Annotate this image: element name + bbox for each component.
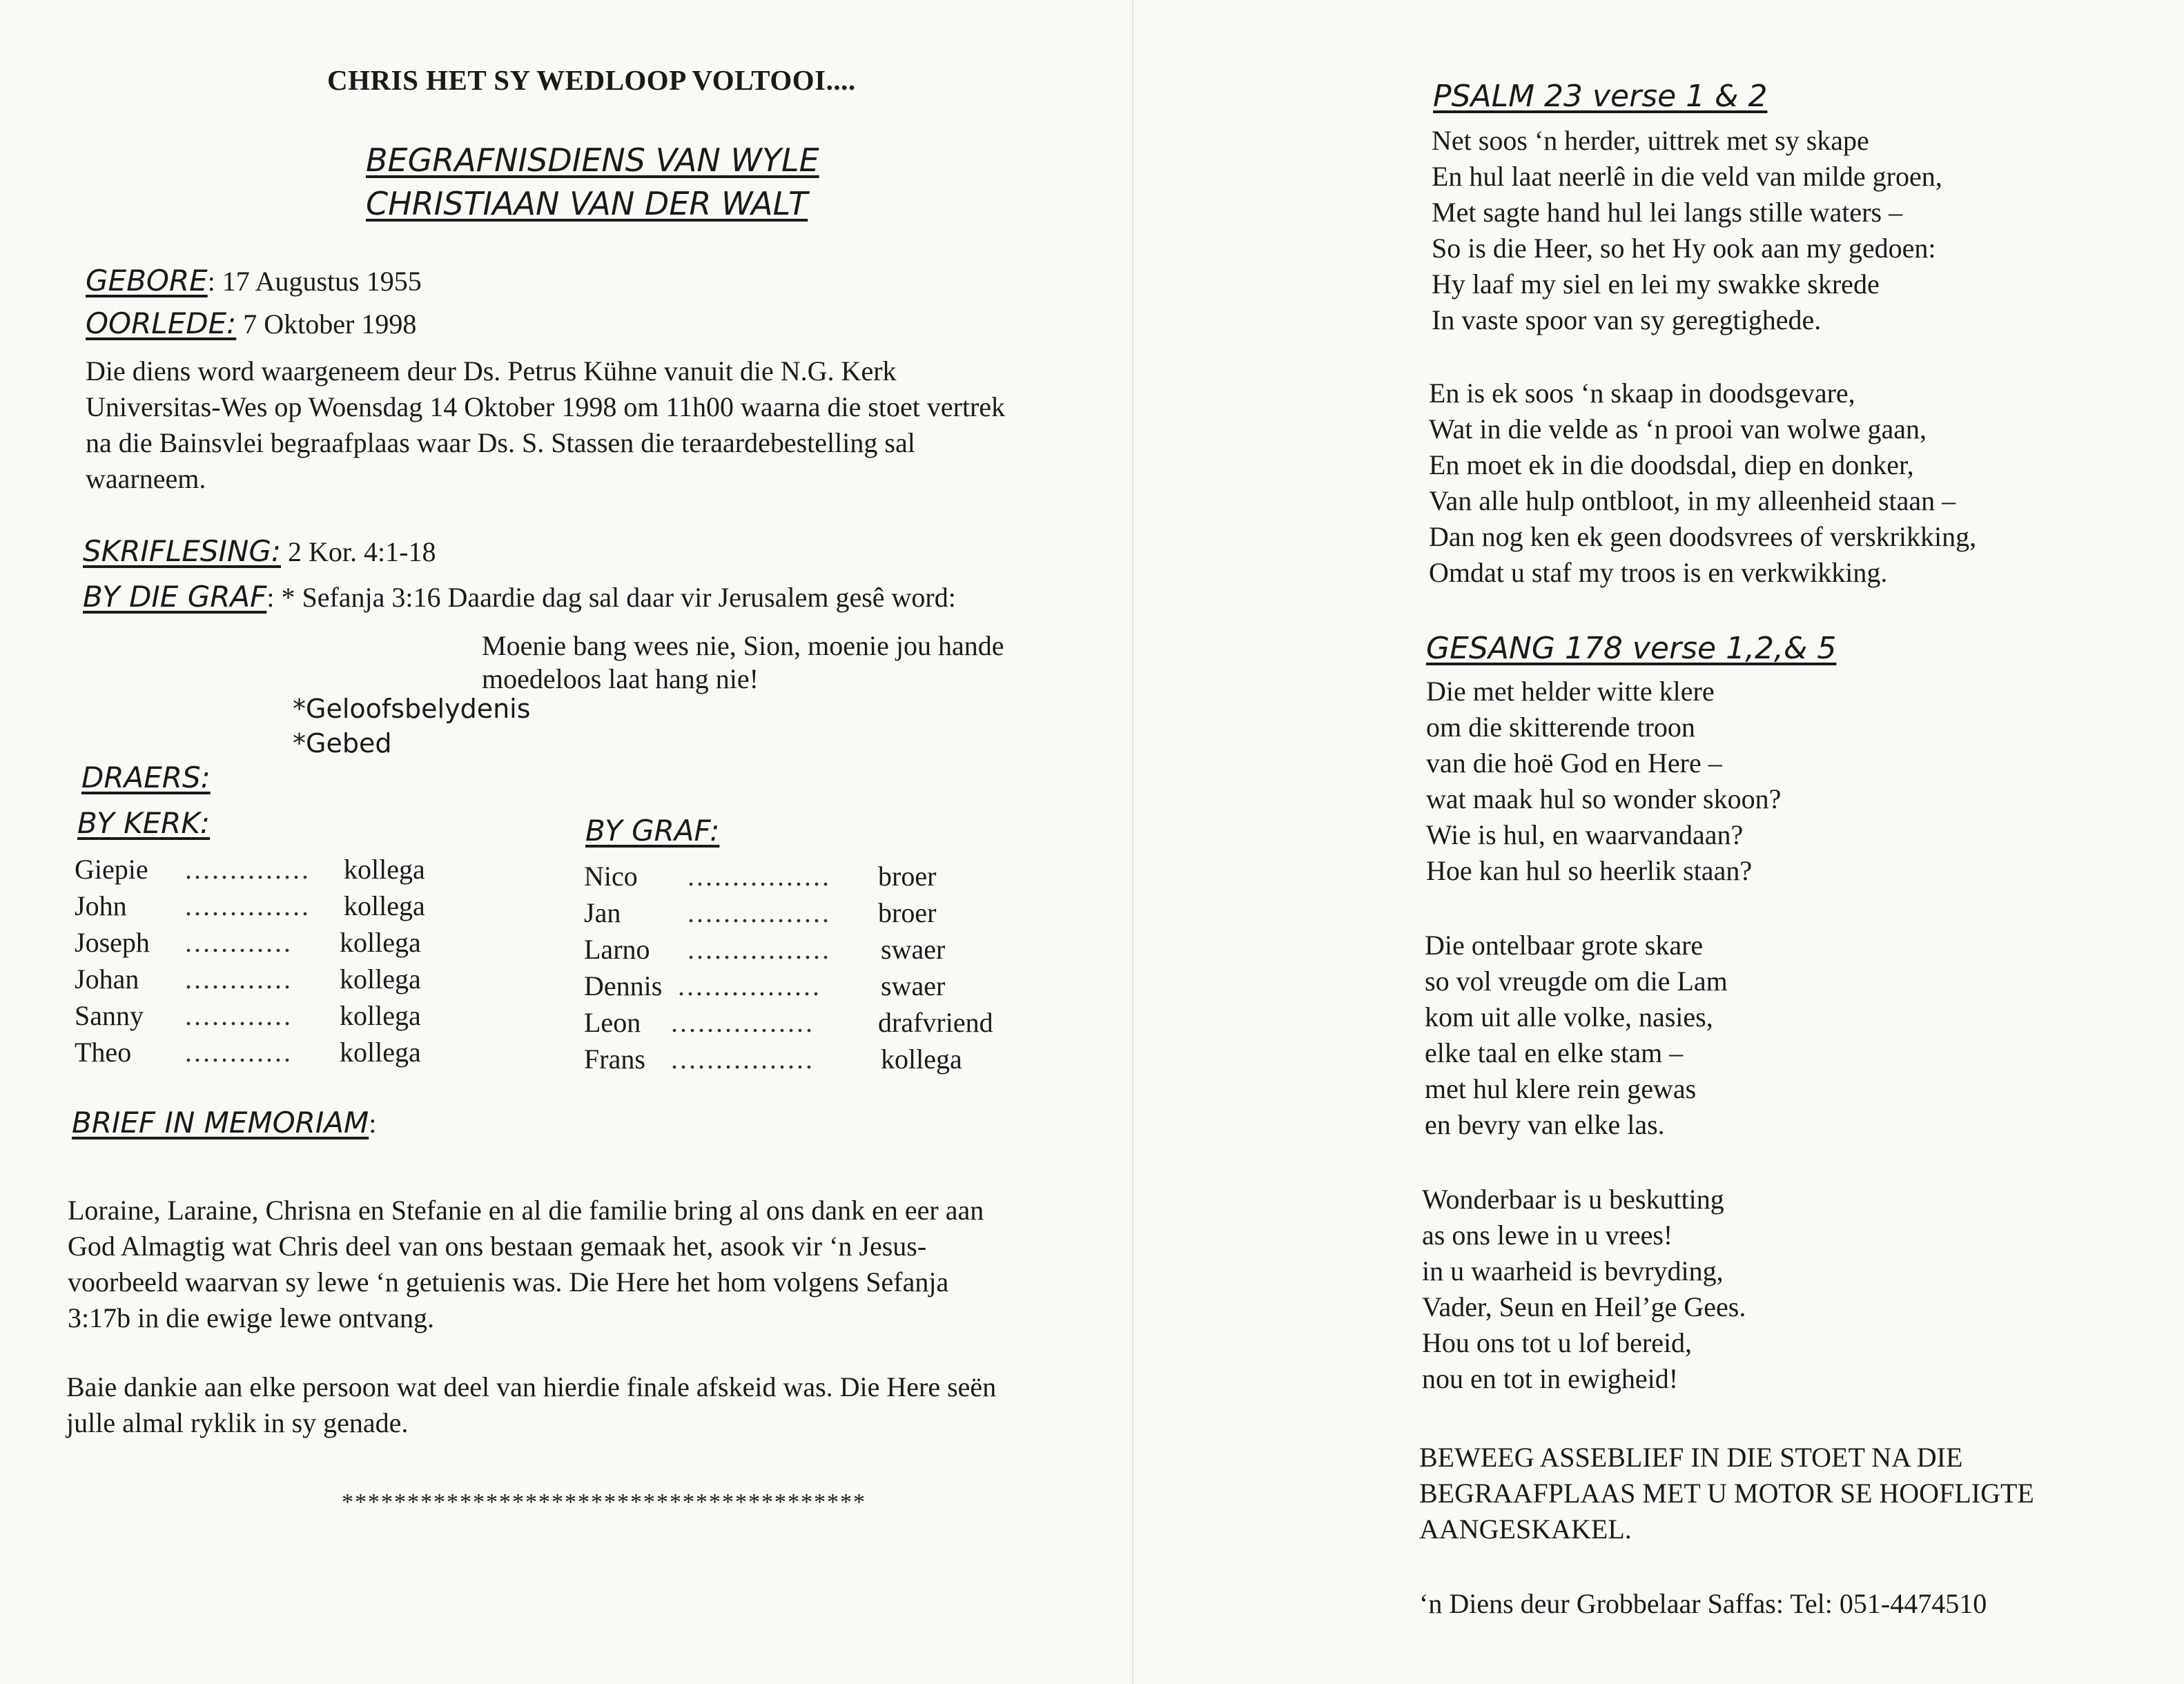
- verse-line: elke taal en elke stam –: [1425, 1037, 1684, 1068]
- service-subtitle-2: CHRISTIAAN VAN DER WALT: [366, 185, 808, 222]
- notice-line: AANGESKAKEL.: [1419, 1514, 1632, 1545]
- notice-line: BEGRAAFPLAAS MET U MOTOR SE HOOFLIGTE: [1419, 1478, 2034, 1509]
- memoriam-line: God Almagtig wat Chris deel van ons bestaan gemaak het, asook vir ‘n Jesus-: [68, 1231, 927, 1262]
- gesang-stanza-2: [1425, 928, 1728, 1143]
- bearer-name: Frans: [584, 1044, 645, 1075]
- leader-dots: ............: [185, 927, 293, 958]
- memoriam-line: julle almal ryklik in sy genade.: [66, 1407, 409, 1438]
- verse-line: Hy laaf my siel en lei my swakke skrede: [1432, 268, 1880, 300]
- bearer-role: kollega: [340, 1037, 421, 1068]
- verse-line: Wie is hul, en waarvandaan?: [1426, 819, 1744, 850]
- bearer-role: kollega: [340, 927, 421, 958]
- psalm-title: PSALM 23 verse 1 & 2: [1433, 79, 1768, 114]
- grave-line: [83, 580, 956, 614]
- verse-line: Vader, Seun en Heil’ge Gees.: [1422, 1291, 1746, 1322]
- born-value: : 17 Augustus 1955: [207, 266, 422, 297]
- verse-line: Omdat u staf my troos is en verkwikking.: [1429, 557, 1888, 588]
- verse-line: En hul laat neerlê in die veld van milde groen,: [1432, 161, 1942, 192]
- bearer-role: kollega: [344, 890, 425, 921]
- memoriam-line: Loraine, Laraine, Chrisna en Stefanie en al die familie bring al ons dank en eer aan: [68, 1195, 984, 1226]
- bearer-role: drafvriend: [878, 1007, 993, 1038]
- died-line: [86, 306, 417, 340]
- grave-item-creed: *Geloofsbelydenis: [293, 694, 531, 724]
- memoriam-line: voorbeeld waarvan sy lewe ‘n getuienis was. Die Here het hom volgens Sefanja: [68, 1266, 949, 1298]
- memoriam-heading: [72, 1108, 376, 1137]
- memoriam-paragraph-1: [68, 1193, 984, 1336]
- bearer-name: Dennis: [584, 970, 663, 1001]
- verse-line: Net soos ‘n herder, uittrek met sy skape: [1432, 125, 1869, 156]
- notice-line: BEWEEG ASSEBLIEF IN DIE STOET NA DIE: [1419, 1442, 1963, 1473]
- church-bearers-heading: BY KERK:: [77, 806, 211, 840]
- list-item: [75, 853, 489, 890]
- procession-notice: [1419, 1440, 2034, 1547]
- verse-line: So is die Heer, so het Hy ook aan my gedoen:: [1432, 233, 1936, 264]
- church-bearers-list: [75, 853, 489, 1073]
- bearer-name: Theo: [75, 1037, 132, 1068]
- leader-dots: ................: [678, 970, 821, 1001]
- bearer-role: swaer: [881, 970, 946, 1001]
- verse-line: Hoe kan hul so heerlik staan?: [1426, 855, 1753, 886]
- bearer-role: kollega: [340, 1000, 421, 1031]
- bearer-name: John: [75, 890, 127, 921]
- list-item: [584, 1006, 1067, 1043]
- verse-line: so vol vreugde om die Lam: [1425, 966, 1728, 997]
- service-line: na die Bainsvlei begraafplaas waar Ds. S. Stassen die teraardebestelling sal: [86, 427, 915, 458]
- memoriam-label: BRIEF IN MEMORIAM: [72, 1106, 369, 1139]
- verse-line: met hul klere rein gewas: [1425, 1073, 1697, 1104]
- bearer-name: Larno: [584, 934, 650, 965]
- verse-line: kom uit alle volke, nasies,: [1425, 1001, 1713, 1032]
- list-item: [584, 933, 1067, 970]
- grave-value: : * Sefanja 3:16 Daardie dag sal daar vir Jerusalem gesê word:: [266, 582, 956, 613]
- grave-bearers-heading: BY GRAF:: [585, 814, 720, 848]
- list-item: [584, 897, 1067, 933]
- bearer-name: Leon: [584, 1007, 641, 1038]
- service-details: [86, 353, 1005, 497]
- divider-stars: ****************************************: [342, 1489, 866, 1515]
- leader-dots: ..............: [185, 854, 311, 885]
- grave-quote-1: Moenie bang wees nie, Sion, moenie jou hande: [482, 630, 1004, 661]
- bearer-role: swaer: [881, 934, 946, 965]
- bearer-role: kollega: [344, 854, 425, 885]
- leader-dots: ............: [185, 963, 293, 995]
- list-item: [75, 963, 489, 999]
- memoriam-colon: :: [369, 1108, 377, 1139]
- list-item: [75, 999, 489, 1036]
- psalm-stanza-1: [1432, 123, 1942, 338]
- grave-item-prayer: *Gebed: [293, 728, 392, 758]
- verse-line: as ons lewe in u vrees!: [1422, 1220, 1673, 1251]
- verse-line: Wonderbaar is u beskutting: [1422, 1184, 1724, 1215]
- born-line: [86, 266, 422, 295]
- verse-line: Dan nog ken ek geen doodsvrees of verskrikking,: [1429, 521, 1977, 552]
- bearer-role: broer: [878, 897, 937, 928]
- leader-dots: ............: [185, 1000, 293, 1031]
- page-title: CHRIS HET SY WEDLOOP VOLTOOI....: [327, 64, 856, 96]
- verse-line: nou en tot in ewigheid!: [1422, 1363, 1679, 1394]
- leader-dots: ............: [185, 1037, 293, 1068]
- bearer-role: kollega: [340, 963, 421, 995]
- verse-line: Met sagte hand hul lei langs stille waters –: [1432, 197, 1903, 228]
- verse-line: Die met helder witte klere: [1426, 676, 1715, 707]
- memoriam-line: 3:17b in die ewige lewe ontvang.: [68, 1302, 434, 1333]
- memoriam-line: Baie dankie aan elke persoon wat deel van hierdie finale afskeid was. Die Here seën: [66, 1371, 997, 1402]
- bearer-name: Sanny: [75, 1000, 144, 1031]
- bearers-heading: DRAERS:: [81, 761, 211, 794]
- service-line: Universitas-Wes op Woensdag 14 Oktober 1998 om 11h00 waarna die stoet vertrek: [86, 391, 1006, 422]
- memoriam-paragraph-2: [66, 1369, 996, 1441]
- page-fold: [1132, 0, 1133, 1684]
- born-label: GEBORE: [86, 264, 208, 297]
- verse-line: Wat in die velde as ‘n prooi van wolwe gaan,: [1429, 413, 1927, 444]
- verse-line: En is ek soos ‘n skaap in doodsgevare,: [1429, 378, 1855, 409]
- list-item: [75, 926, 489, 963]
- list-item: [584, 1043, 1067, 1079]
- psalm-stanza-2: [1429, 375, 1976, 591]
- bearer-name: Nico: [584, 861, 638, 892]
- bearer-role: kollega: [881, 1044, 962, 1075]
- gesang-stanza-1: [1426, 674, 1781, 889]
- reading-line: [83, 534, 436, 568]
- service-line: Die diens word waargeneem deur Ds. Petrus Kühne vanuit die N.G. Kerk: [86, 355, 897, 386]
- verse-line: Die ontelbaar grote skare: [1425, 930, 1704, 961]
- verse-line: En moet ek in die doodsdal, diep en donker,: [1429, 449, 1914, 480]
- verse-line: en bevry van elke las.: [1425, 1109, 1665, 1140]
- list-item: [584, 970, 1067, 1006]
- grave-bearers-list: [584, 860, 1067, 1079]
- service-subtitle-1: BEGRAFNISDIENS VAN WYLE: [366, 141, 819, 179]
- bearer-name: Johan: [75, 963, 139, 995]
- died-label: OORLEDE:: [86, 306, 237, 340]
- leader-dots: ................: [671, 1044, 815, 1075]
- leader-dots: ................: [671, 1007, 815, 1038]
- grave-label: BY DIE GRAF: [83, 580, 267, 614]
- list-item: [75, 1036, 489, 1073]
- list-item: [75, 890, 489, 926]
- verse-line: In vaste spoor van sy geregtighede.: [1432, 304, 1822, 335]
- gesang-stanza-3: [1422, 1182, 1746, 1397]
- bearer-name: Giepie: [75, 854, 148, 885]
- leader-dots: ................: [688, 861, 831, 892]
- service-line: waarneem.: [86, 463, 206, 494]
- bearer-name: Jan: [584, 897, 621, 928]
- reading-label: SKRIFLESING:: [83, 534, 282, 568]
- verse-line: Hou ons tot u lof bereid,: [1422, 1327, 1693, 1358]
- reading-value: 2 Kor. 4:1-18: [281, 536, 436, 567]
- bearer-role: broer: [878, 861, 937, 892]
- bearer-name: Joseph: [75, 927, 150, 958]
- verse-line: in u waarheid is bevryding,: [1422, 1255, 1724, 1286]
- verse-line: om die skitterende troon: [1426, 712, 1695, 743]
- died-value: 7 Oktober 1998: [236, 309, 417, 340]
- leader-dots: ................: [688, 934, 831, 965]
- verse-line: wat maak hul so wonder skoon?: [1426, 783, 1782, 814]
- verse-line: Van alle hulp ontbloot, in my alleenheid staan –: [1429, 485, 1956, 516]
- gesang-title: GESANG 178 verse 1,2,& 5: [1426, 631, 1837, 666]
- verse-line: van die hoë God en Here –: [1426, 747, 1722, 779]
- funeral-service-footer: ‘n Diens deur Grobbelaar Saffas: Tel: 051-4474510: [1419, 1588, 1987, 1619]
- leader-dots: ................: [688, 897, 831, 928]
- grave-quote-2: moedeloos laat hang nie!: [482, 663, 759, 694]
- leader-dots: ..............: [185, 890, 311, 921]
- list-item: [584, 860, 1067, 897]
